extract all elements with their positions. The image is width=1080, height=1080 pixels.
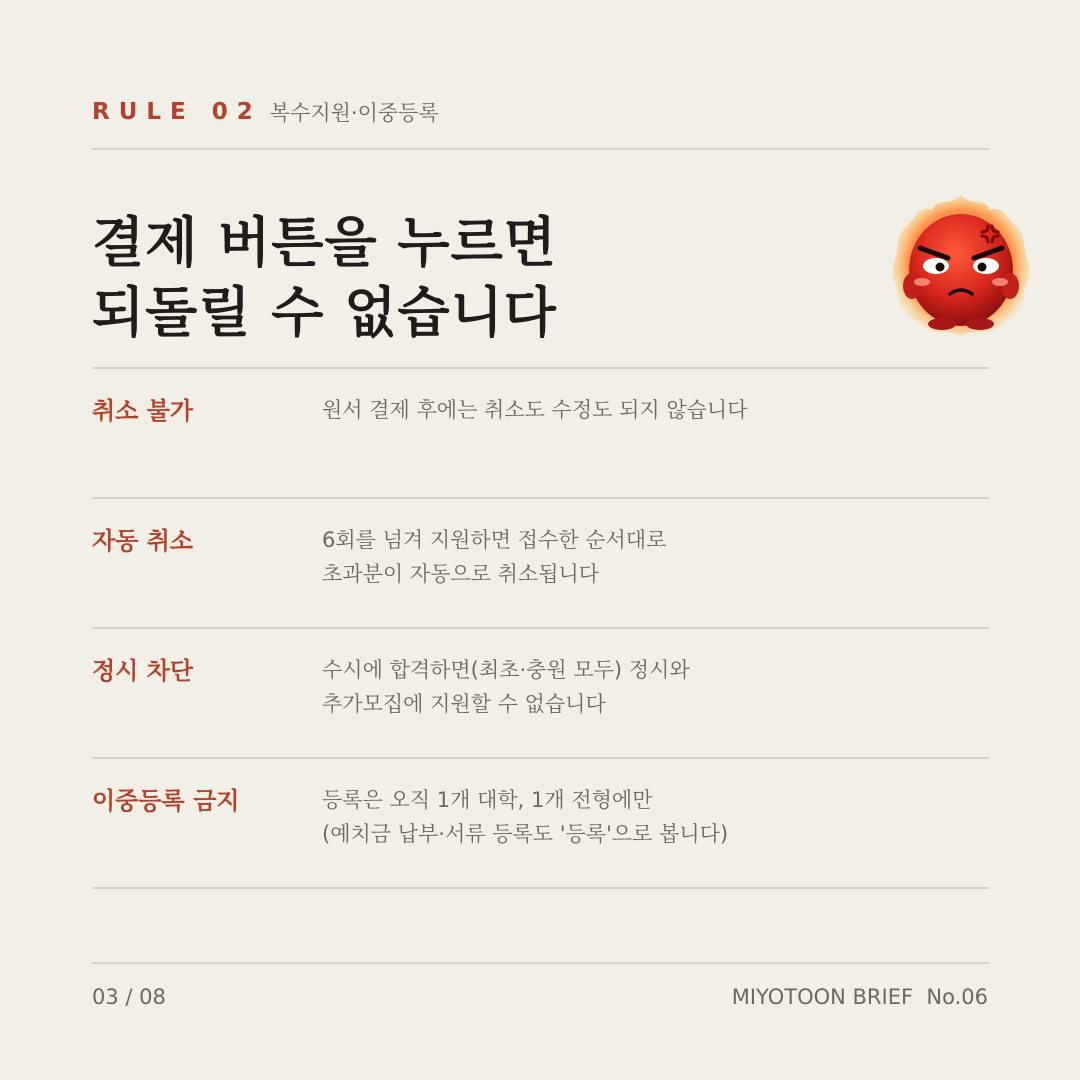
row-description-line: 초과분이 자동으로 취소됩니다 — [322, 562, 600, 586]
rule-subtitle: 복수지원·이중등록 — [269, 101, 439, 125]
rules-list — [92, 369, 989, 889]
row-description-line: (예치금 납부·서류 등록도 '등록'으로 봅니다) — [322, 822, 729, 846]
title-line-2: 되돌릴 수 없습니다 — [92, 281, 557, 344]
row-description — [322, 523, 666, 591]
row-description-line: 등록은 오직 1개 대학, 1개 전형에만 — [322, 788, 653, 812]
row-description-line: 원서 결제 후에는 취소도 수정도 되지 않습니다 — [322, 398, 748, 422]
row-label: 자동 취소 — [92, 527, 194, 555]
row-description — [322, 393, 747, 427]
header-divider — [92, 148, 989, 150]
list-item — [92, 629, 989, 759]
row-description — [322, 783, 728, 851]
angry-fire-mascot-icon — [886, 190, 1036, 340]
row-label: 이중등록 금지 — [92, 787, 240, 815]
page-indicator: 03 / 08 — [92, 985, 166, 1009]
row-description-line: 6회를 넘겨 지원하면 접수한 순서대로 — [322, 528, 667, 552]
row-description — [322, 653, 690, 721]
row-description-line: 수시에 합격하면(최초·충원 모두) 정시와 — [322, 658, 690, 682]
footer-divider — [92, 962, 989, 964]
row-label: 정시 차단 — [92, 657, 194, 685]
list-item — [92, 369, 989, 499]
row-label: 취소 불가 — [92, 397, 194, 425]
list-item — [92, 759, 989, 889]
header — [92, 92, 989, 132]
brand-label: MIYOTOON BRIEF No.06 — [731, 985, 988, 1009]
rule-label: RULE 02 — [92, 99, 262, 125]
list-item — [92, 499, 989, 629]
page-title — [92, 208, 812, 348]
row-description-line: 추가모집에 지원할 수 없습니다 — [322, 692, 606, 716]
title-line-1: 결제 버튼을 누르면 — [92, 211, 557, 274]
